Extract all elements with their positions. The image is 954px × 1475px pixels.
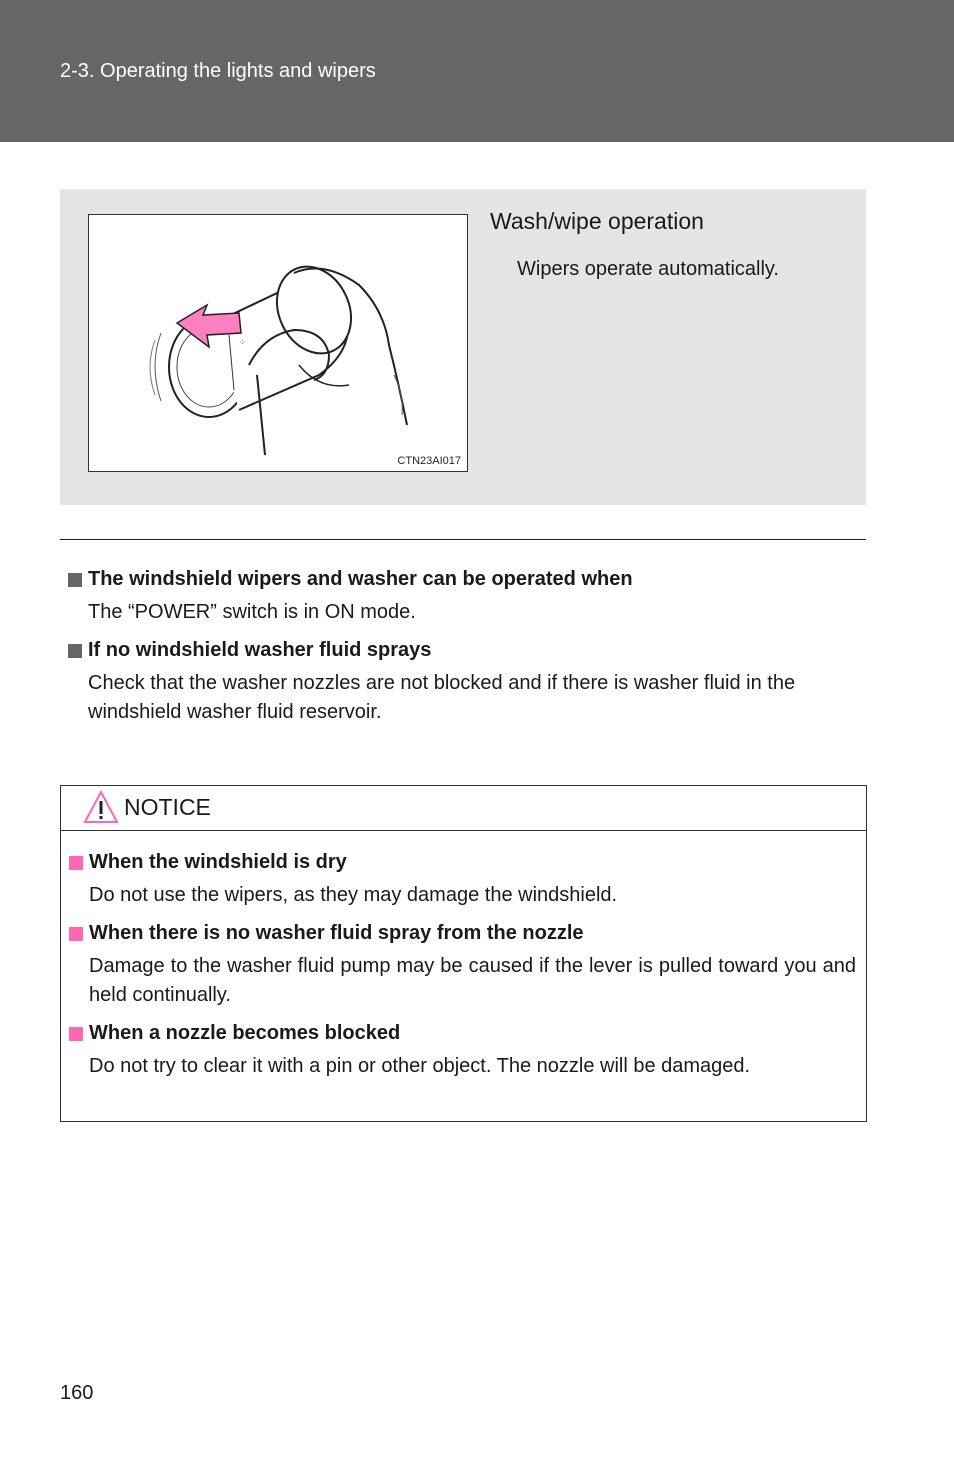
hand-on-lever-drawing (89, 215, 467, 471)
warning-triangle-icon (83, 790, 119, 824)
figure-code: CTN23AI017 (397, 455, 461, 467)
bullet-square-icon (69, 856, 83, 870)
figure-panel (60, 189, 866, 505)
section-title: 2-3. Operating the lights and wipers (60, 60, 376, 82)
notice-box (60, 785, 867, 1122)
bullet-square-icon (68, 573, 82, 587)
notice-item-heading: When the windshield is dry (61, 848, 856, 876)
page-number: 160 (60, 1382, 94, 1404)
operation-title: Wash/wipe operation (490, 208, 704, 234)
info-heading: The windshield wipers and washer can be operated when (60, 565, 866, 593)
notice-item-body: Do not try to clear it with a pin or other object. The nozzle will be damaged. (89, 1055, 751, 1077)
notice-body (61, 831, 866, 1081)
notice-title: NOTICE (124, 794, 211, 820)
wiper-lever-illustration (88, 214, 468, 472)
bullet-square-icon (68, 644, 82, 658)
notice-header (61, 786, 866, 831)
notice-item-heading: When there is no washer fluid spray from the nozzle (61, 919, 856, 947)
info-body: Check that the washer nozzles are not blocked and if there is washer fluid in the windshield washer fluid reservoir. (88, 672, 796, 723)
operation-description: Wipers operate automatically. (517, 258, 779, 280)
section-divider (60, 539, 866, 540)
bullet-square-icon (69, 927, 83, 941)
notice-item-body: Do not use the wipers, as they may damage the windshield. (89, 884, 618, 906)
notice-item-body: Damage to the washer fluid pump may be caused if the lever is pulled toward you and held continually. (89, 955, 856, 1006)
info-heading: If no windshield washer fluid sprays (60, 636, 866, 664)
page-header (0, 0, 954, 142)
bullet-square-icon (69, 1027, 83, 1041)
info-section (60, 565, 866, 736)
info-body: The “POWER” switch is in ON mode. (88, 601, 416, 623)
svg-text:⁘: ⁘ (239, 338, 246, 347)
notice-item-heading: When a nozzle becomes blocked (61, 1019, 856, 1047)
